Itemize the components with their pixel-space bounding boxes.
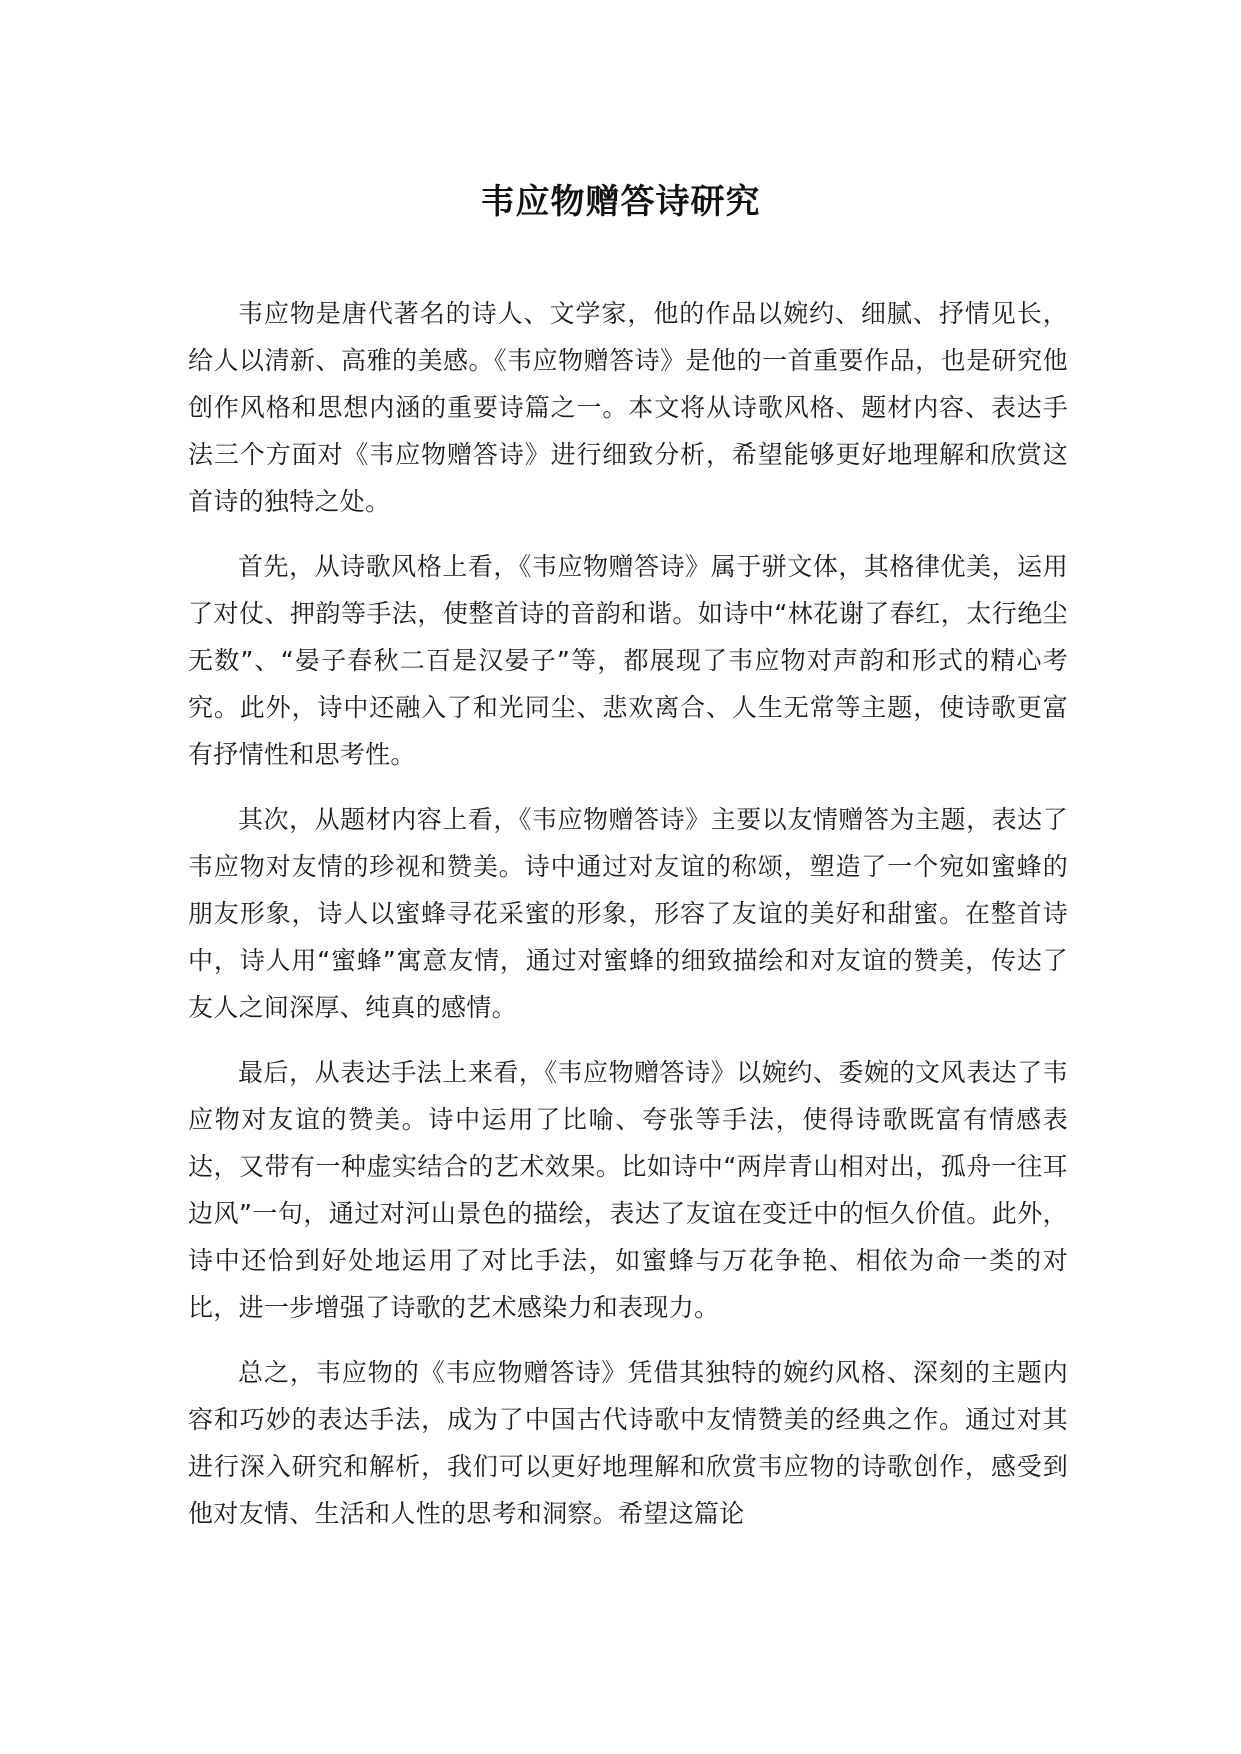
paragraph-technique: 最后，从表达手法上来看，《韦应物赠答诗》以婉约、委婉的文风表达了韦应物对友谊的赞美。诗中运用了比喻、夸张等手法，使得诗歌既富有情感表达，又带有一种虚实结合的艺术效果。比如诗中“两岸青山相对出，孤舟一往耳边风”一句，通过对河山景色的描绘，表达了友谊在变迁中的恒久价值。此外，诗中还恰到好处地运用了对比手法，如蜜蜂与万花争艳、相依为命一类的对比，进一步增强了诗歌的艺术感染力和表现力。 (188, 1058, 1068, 1322)
document-body (188, 290, 1068, 1555)
paragraph-conclusion: 总之，韦应物的《韦应物赠答诗》凭借其独特的婉约风格、深刻的主题内容和巧妙的表达手法，成为了中国古代诗歌中友情赞美的经典之作。通过对其进行深入研究和解析，我们可以更好地理解和欣赏韦应物的诗歌创作，感受到他对友情、生活和人性的思考和洞察。希望这篇论 (188, 1358, 1068, 1528)
document-title: 韦应物赠答诗研究 (480, 182, 761, 222)
paragraph-intro: 韦应物是唐代著名的诗人、文学家，他的作品以婉约、细腻、抒情见长，给人以清新、高雅的美感。《韦应物赠答诗》是他的一首重要作品，也是研究他创作风格和思想内涵的重要诗篇之一。本文将从诗歌风格、题材内容、表达手法三个方面对《韦应物赠答诗》进行细致分析，希望能够更好地理解和欣赏这首诗的独特之处。 (188, 299, 1068, 516)
paragraph-theme: 其次，从题材内容上看，《韦应物赠答诗》主要以友情赠答为主题，表达了韦应物对友情的珍视和赞美。诗中通过对友谊的称颂，塑造了一个宛如蜜蜂的朋友形象，诗人以蜜蜂寻花采蜜的形象，形容了友谊的美好和甜蜜。在整首诗中，诗人用“蜜蜂”寓意友情，通过对蜜蜂的细致描绘和对友谊的赞美，传达了友人之间深厚、纯真的感情。 (188, 805, 1068, 1022)
paragraph-style: 首先，从诗歌风格上看，《韦应物赠答诗》属于骈文体，其格律优美，运用了对仗、押韵等手法，使整首诗的音韵和谐。如诗中“林花谢了春红，太行绝尘无数”、“晏子春秋二百是汉晏子”等，都展现了韦应物对声韵和形式的精心考究。此外，诗中还融入了和光同尘、悲欢离合、人生无常等主题，使诗歌更富有抒情性和思考性。 (188, 552, 1068, 769)
